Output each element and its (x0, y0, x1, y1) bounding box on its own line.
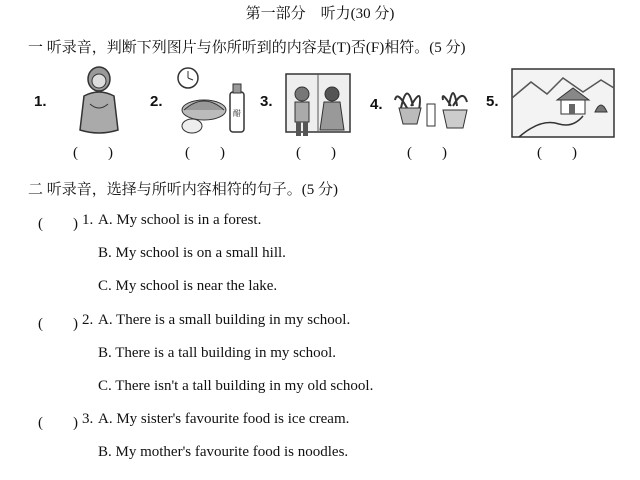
question-2-answer-paren: ( ) (38, 316, 78, 332)
item-5-answer-paren: ( ) (537, 145, 577, 161)
item-4-answer-paren: ( ) (407, 145, 447, 161)
item-3-number: 3. (260, 93, 273, 110)
question-3-option-b: B. My mother's favourite food is noodles. (98, 444, 349, 460)
section2-heading: 二 听录音，选择与所听内容相符的句子。(5 分) (28, 182, 338, 198)
question-2-option-c: C. There isn't a tall building in my old school. (98, 378, 374, 394)
question-2-option-b: B. There is a tall building in my school. (98, 345, 337, 361)
question-3-number: 3. (82, 411, 94, 427)
question-1-answer-paren: ( ) (38, 216, 78, 232)
potted-plants-picture (393, 70, 473, 132)
question-1-option-a: A. My school is in a forest. (98, 212, 262, 228)
question-1-number: 1. (82, 212, 94, 228)
page-title: 第一部分 听力(30 分) (245, 6, 395, 22)
house-on-hill-picture (511, 68, 615, 138)
svg-text:醋: 醋 (233, 109, 241, 118)
grandmother-picture (74, 64, 124, 136)
item-1-answer-paren: ( ) (73, 145, 113, 161)
question-3-option-a: A. My sister's favourite food is ice cream. (98, 411, 350, 427)
item-4-number: 4. (370, 96, 383, 113)
question-1-option-b: B. My school is on a small hill. (98, 245, 286, 261)
item-3-answer-paren: ( ) (296, 145, 336, 161)
children-at-window-picture (284, 72, 354, 138)
item-2-number: 2. (150, 93, 163, 110)
question-3-answer-paren: ( ) (38, 415, 78, 431)
item-5-number: 5. (486, 93, 499, 110)
section1-heading: 一 听录音，判断下列图片与你所听到的内容是(T)否(F)相符。(5 分) (28, 40, 466, 56)
question-2-option-a: A. There is a small building in my school. (98, 312, 351, 328)
question-1-option-c: C. My school is near the lake. (98, 278, 278, 294)
question-2-number: 2. (82, 312, 94, 328)
food-and-clock-picture (174, 66, 250, 136)
item-1-number: 1. (34, 93, 47, 110)
item-2-answer-paren: ( ) (185, 145, 225, 161)
